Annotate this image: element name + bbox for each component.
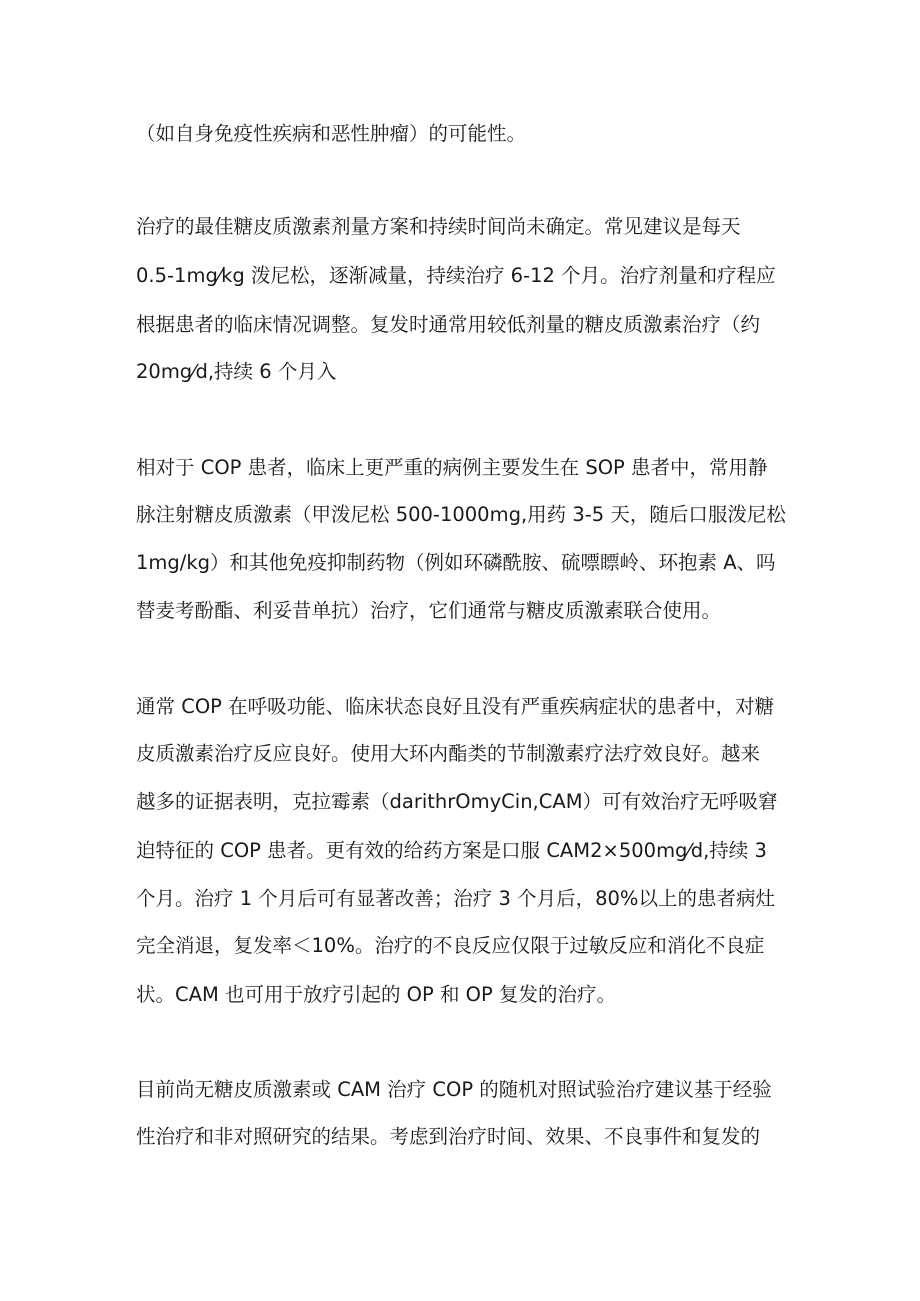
paragraph-2-line-4: 20mg⁄d,持续 6 个月入 bbox=[136, 360, 337, 383]
paragraph-5-line-2: 性治疗和非对照研究的结果。考虑到治疗时间、效果、不良事件和复发的 bbox=[136, 1125, 761, 1148]
paragraph-2-line-2: 0.5-1mg⁄kg 泼尼松，逐渐减量，持续治疗 6-12 个月。治疗剂量和疗程应 bbox=[136, 264, 776, 287]
paragraph-3-line-4: 替麦考酚酯、利妥昔单抗）治疗，它们通常与糖皮质激素联合使用。 bbox=[136, 599, 722, 622]
paragraph-4-line-4: 迫特征的 COP 患者。更有效的给药方案是口服 CAM2×500mg⁄d,持续 3 bbox=[136, 839, 767, 862]
paragraph-1-line-1: （如自身免疫性疾病和恶性肿瘤）的可能性。 bbox=[136, 122, 527, 145]
paragraph-3-line-3: 1mg/kg）和其他免疫抑制药物（例如环磷酰胺、硫嘌瞟岭、环抱素 A、吗 bbox=[136, 551, 776, 574]
paragraph-4-line-3: 越多的证据表明，克拉霉素（darithrOmyCin,CAM）可有效治疗无呼吸窘 bbox=[136, 790, 778, 813]
paragraph-4-line-6: 完全消退，复发率＜10%。治疗的不良反应仅限于过敏反应和消化不良症 bbox=[136, 934, 765, 957]
paragraph-5-line-1: 目前尚无糖皮质激素或 CAM 治疗 COP 的随机对照试验治疗建议基于经验 bbox=[136, 1078, 772, 1101]
paragraph-4-line-5: 个月。治疗 1 个月后可有显著改善；治疗 3 个月后，80%以上的患者病灶 bbox=[136, 887, 775, 910]
paragraph-3-line-2: 脉注射糖皮质激素（甲泼尼松 500-1000mg,用药 3-5 天，随后口服泼尼松 bbox=[136, 503, 786, 526]
paragraph-4-line-1: 通常 COP 在呼吸功能、临床状态良好且没有严重疾病症状的患者中，对糖 bbox=[136, 695, 775, 718]
paragraph-3-line-1: 相对于 COP 患者，临床上更严重的病例主要发生在 SOP 患者中，常用静 bbox=[136, 456, 768, 479]
paragraph-4-line-7: 状。CAM 也可用于放疗引起的 OP 和 OP 复发的治疗。 bbox=[136, 983, 616, 1006]
paragraph-2-line-1: 治疗的最佳糖皮质激素剂量方案和持续时间尚未确定。常见建议是每天 bbox=[136, 215, 741, 238]
paragraph-4-line-2: 皮质激素治疗反应良好。使用大环内酯类的节制激素疗法疗效良好。越来 bbox=[136, 742, 761, 765]
paragraph-2-line-3: 根据患者的临床情况调整。复发时通常用较低剂量的糖皮质激素治疗（约 bbox=[136, 313, 761, 336]
